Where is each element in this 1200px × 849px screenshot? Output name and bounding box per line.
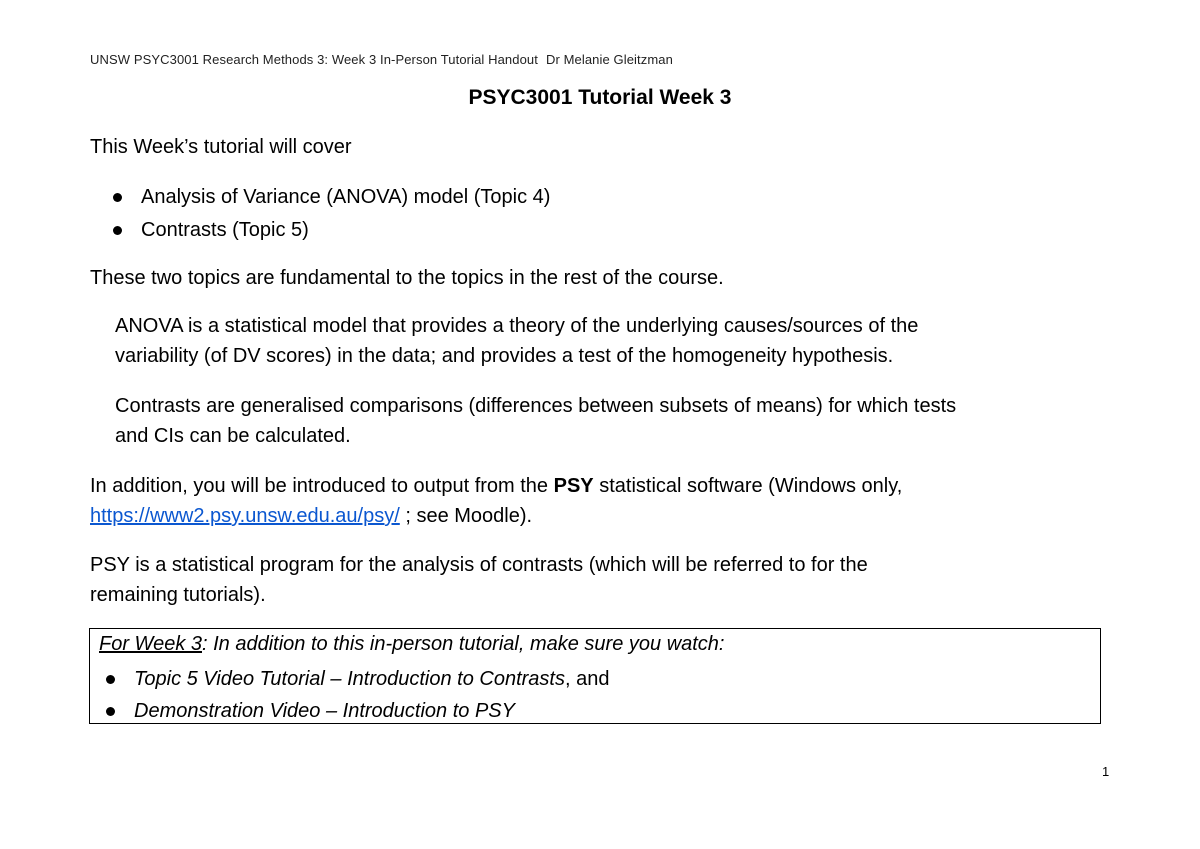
intro-text: This Week’s tutorial will cover [90,136,352,158]
page-number: 1 [1102,764,1110,779]
note-lead-text: : In addition to this in-person tutorial, make sure you watch: [202,633,725,655]
list-item [106,695,609,727]
page-title: PSYC3001 Tutorial Week 3 [468,86,732,109]
bullet-icon [113,193,122,202]
anova-paragraph [115,311,918,371]
fundamental-text: These two topics are fundamental to the topics in the rest of the course. [90,267,724,289]
psy-bold: PSY [553,475,594,497]
addition-text: statistical software (Windows only, [593,475,903,497]
page-header [90,52,673,67]
psy-website-link[interactable]: https://www2.psy.unsw.edu.au/psy/ [90,505,400,527]
week3-note-box [89,628,1101,724]
note-lead [99,633,725,656]
list-item [106,663,609,695]
video-suffix: , and [565,668,610,690]
topic-label: Contrasts (Topic 5) [141,219,309,241]
topic-label: Analysis of Variance (ANOVA) model (Topic 4) [141,186,551,208]
video-title: Demonstration Video – Introduction to PSY [134,700,515,722]
anova-line: variability (of DV scores) in the data; and provides a test of the homogeneity hypothesis. [115,345,894,367]
bullet-icon [106,707,115,716]
anova-line: ANOVA is a statistical model that provides a theory of the underlying causes/sources of the [115,315,919,337]
contrasts-line: and CIs can be calculated. [115,425,351,447]
note-week-label: For Week 3 [99,633,202,655]
header-author: Dr Melanie Gleitzman [545,52,673,67]
addition-tail: ; see Moodle). [399,505,533,527]
psy-paragraph [90,550,868,610]
video-title: Topic 5 Video Tutorial – Introduction to Contrasts [134,668,565,690]
list-item [113,214,550,247]
bullet-icon [106,675,115,684]
video-list [106,663,609,727]
header-course: UNSW PSYC3001 Research Methods 3: Week 3 In-Person Tutorial Handout [90,52,538,67]
contrasts-paragraph [115,391,956,451]
psy-line: PSY is a statistical program for the analysis of contrasts (which will be referred to for the [90,554,868,576]
addition-paragraph [90,471,902,531]
addition-text: In addition, you will be introduced to output from the [90,475,554,497]
bullet-icon [113,226,122,235]
contrasts-line: Contrasts are generalised comparisons (differences between subsets of means) for which tests [115,395,957,417]
list-item [113,181,550,214]
psy-line: remaining tutorials). [90,584,266,606]
topic-list [113,181,550,247]
